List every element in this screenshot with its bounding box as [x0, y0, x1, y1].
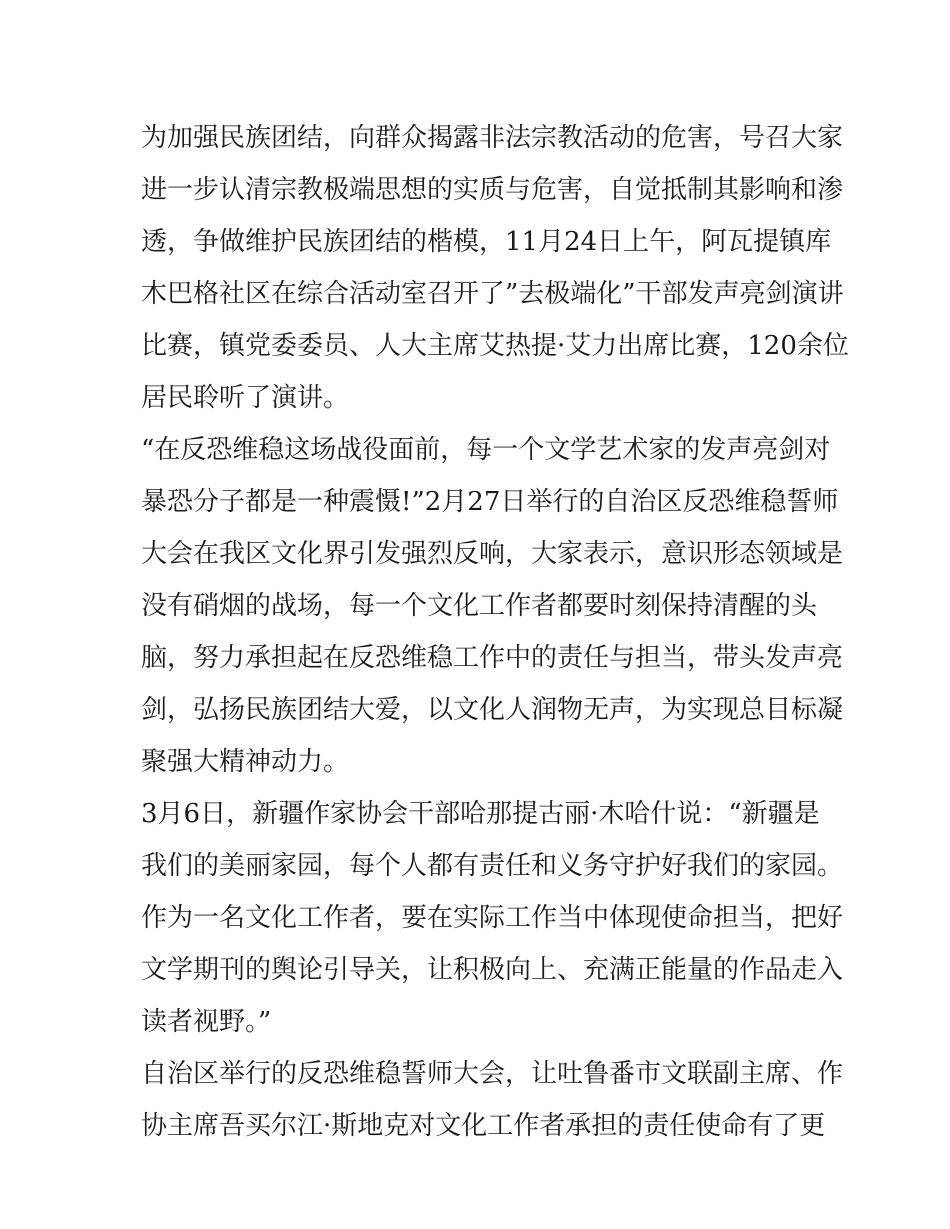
text-line: 3月6日，新疆作家协会干部哈那提古丽·木哈什说：“新疆是 — [141, 799, 820, 829]
text-line: 进一步认清宗教极端思想的实质与危害，自觉抵制其影响和渗 — [141, 175, 844, 205]
text-line: 自治区举行的反恐维稳誓师大会，让吐鲁番市文联副主席、作 — [141, 1059, 844, 1089]
text-line: 脑，努力承担起在反恐维稳工作中的责任与担当，带头发声亮 — [141, 643, 844, 673]
text-line: 比赛，镇党委委员、人大主席艾热提·艾力出席比赛，120余位 — [141, 331, 849, 361]
document-body — [141, 112, 849, 1152]
text-line: 居民聆听了演讲。 — [141, 383, 350, 413]
text-line: “在反恐维稳这场战役面前，每一个文学艺术家的发声亮剑对 — [141, 435, 831, 465]
text-line: 暴恐分子都是一种震慑!”2月27日举行的自治区反恐维稳誓师 — [141, 487, 839, 517]
paragraph-1 — [141, 112, 849, 424]
text-line: 文学期刊的舆论引导关，让积极向上、充满正能量的作品走入 — [141, 955, 844, 985]
text-line: 读者视野。” — [141, 1007, 272, 1037]
text-line: 大会在我区文化界引发强烈反响，大家表示，意识形态领域是 — [141, 539, 844, 569]
text-line: 木巴格社区在综合活动室召开了”去极端化”干部发声亮剑演讲 — [141, 279, 844, 309]
text-line: 协主席吾买尔江·斯地克对文化工作者承担的责任使命有了更 — [141, 1111, 826, 1141]
paragraph-4 — [141, 1048, 844, 1152]
paragraph-3 — [141, 788, 844, 1048]
text-line: 没有硝烟的战场，每一个文化工作者都要时刻保持清醒的头 — [141, 591, 818, 621]
text-line: 聚强大精神动力。 — [141, 747, 350, 777]
text-line: 剑，弘扬民族团结大爱，以文化人润物无声，为实现总目标凝 — [141, 695, 844, 725]
text-line: 为加强民族团结，向群众揭露非法宗教活动的危害，号召大家 — [141, 123, 844, 153]
paragraph-2 — [141, 424, 844, 788]
text-line: 作为一名文化工作者，要在实际工作当中体现使命担当，把好 — [141, 903, 844, 933]
text-line: 透，争做维护民族团结的楷模，11月24日上午，阿瓦提镇库 — [141, 227, 832, 257]
text-line: 我们的美丽家园，每个人都有责任和义务守护好我们的家园。 — [141, 851, 844, 881]
